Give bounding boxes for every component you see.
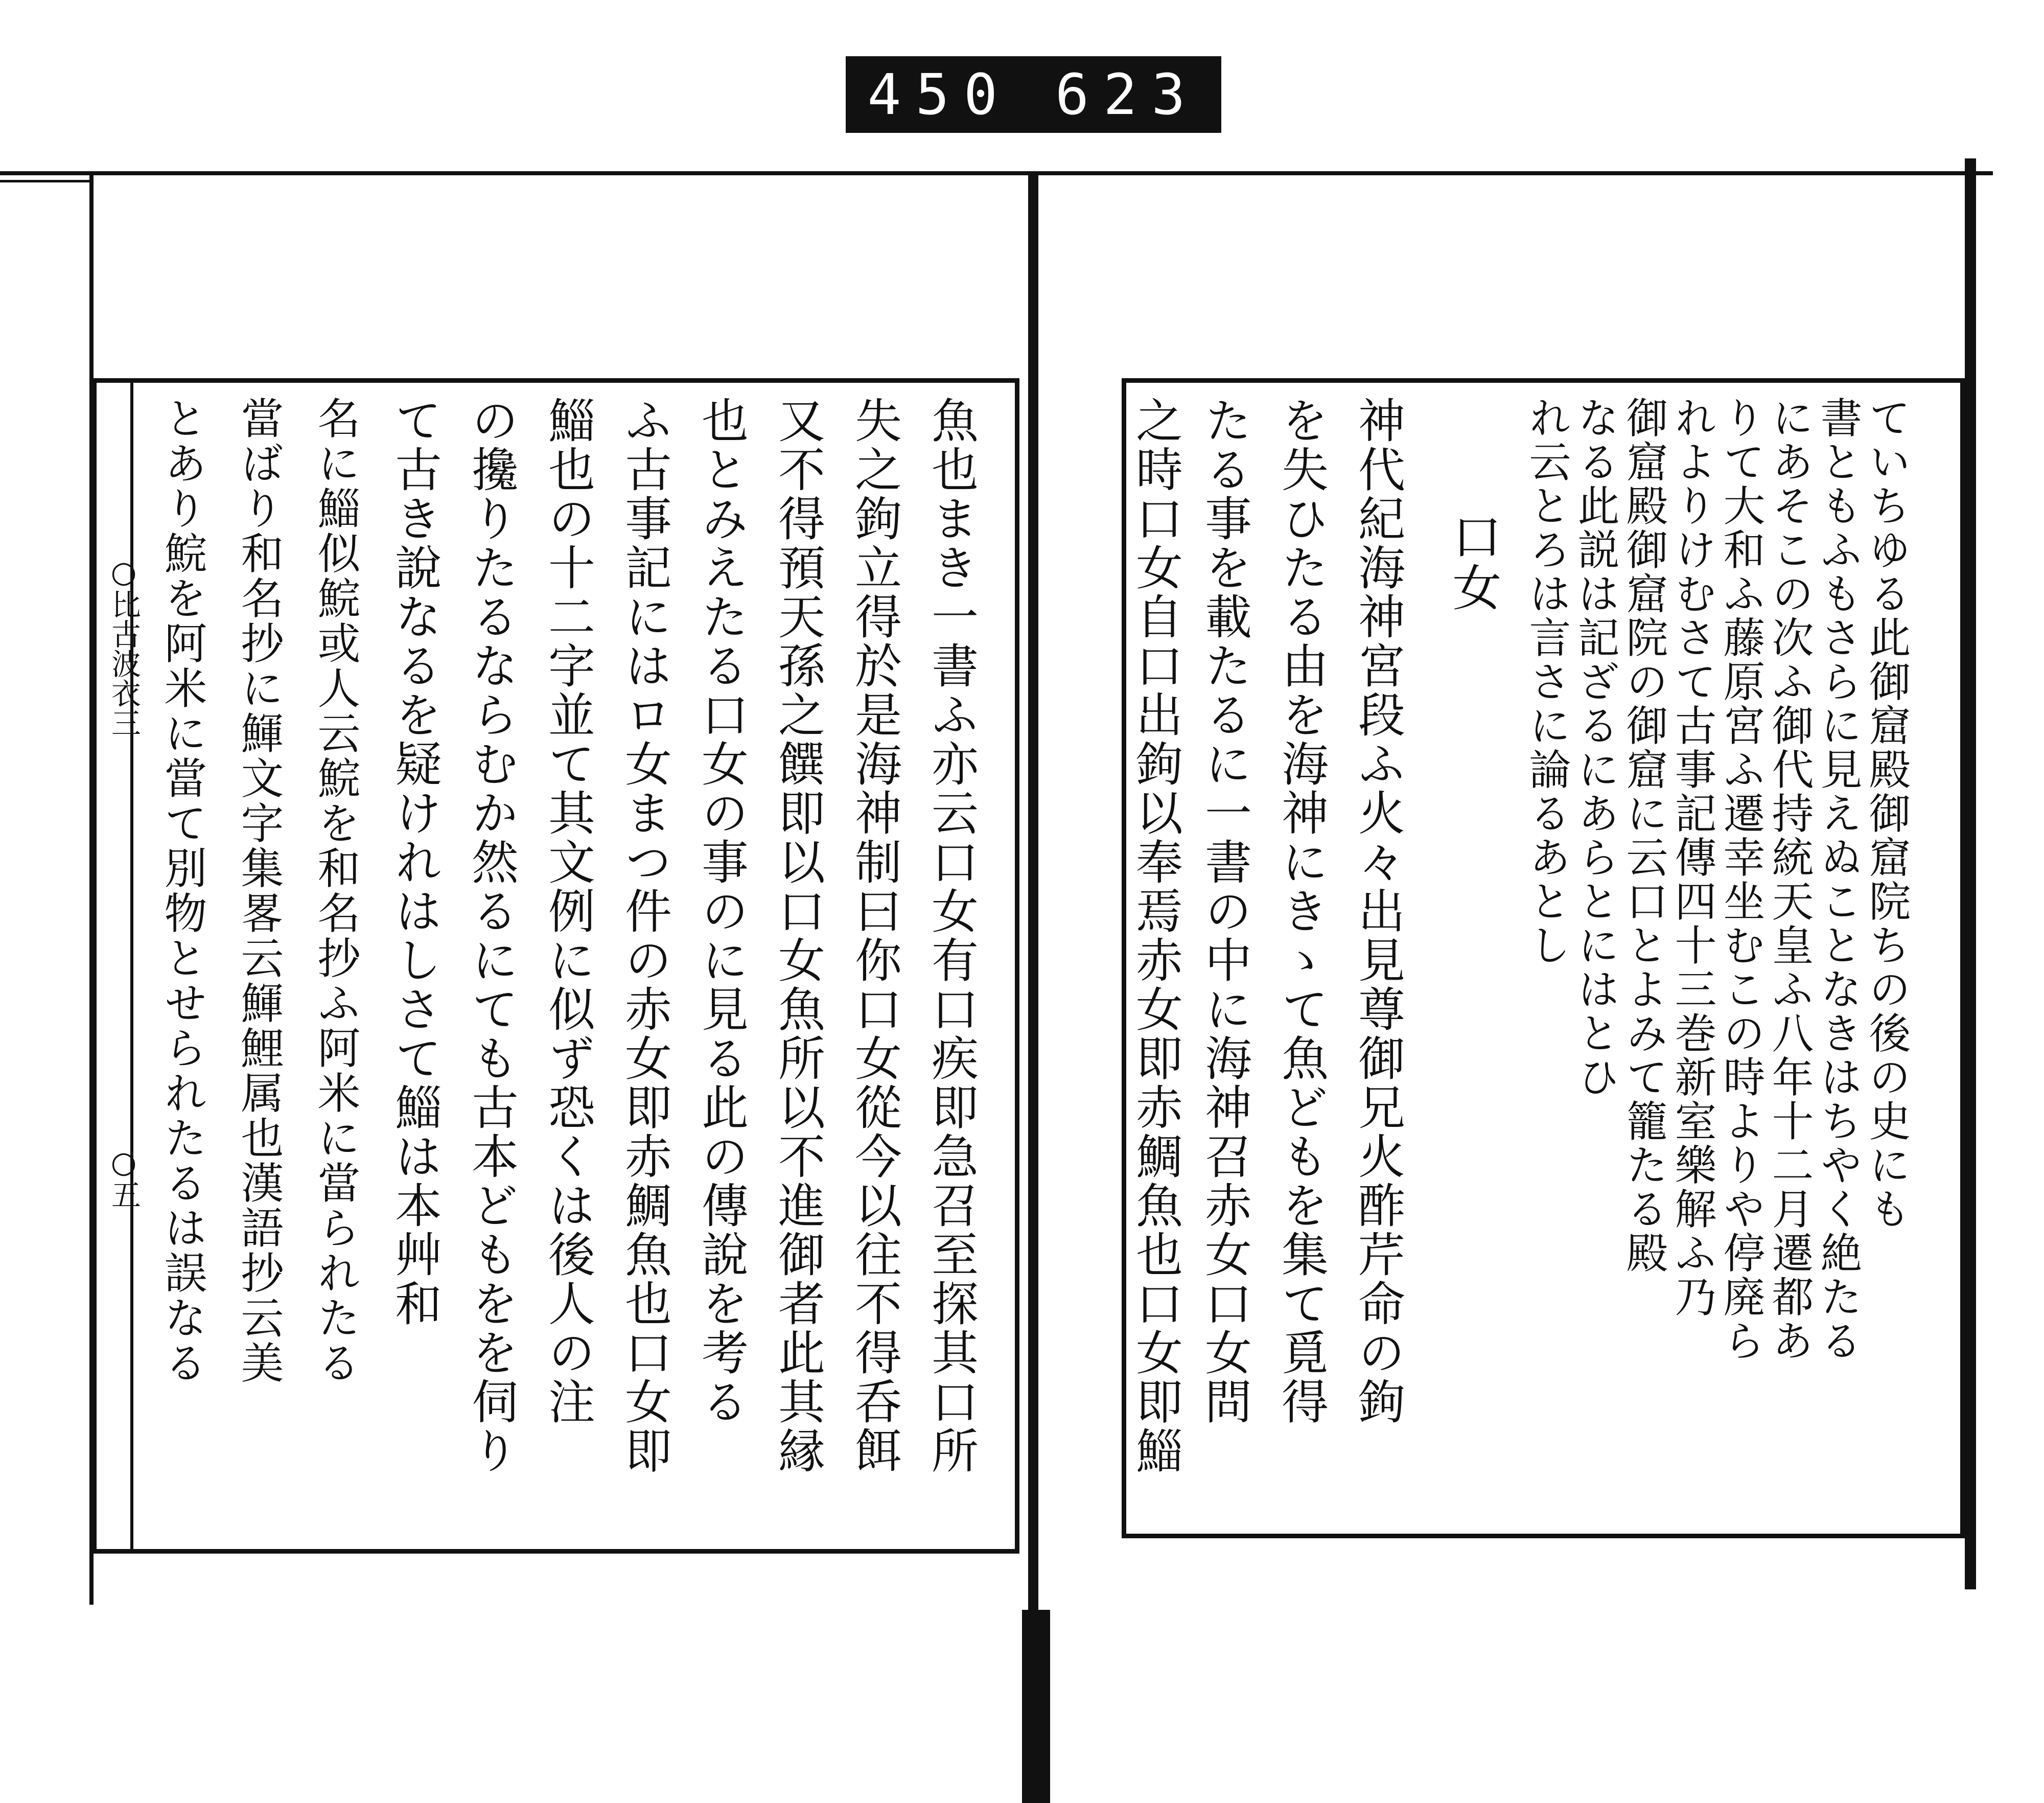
right-edge-line <box>1965 158 1976 1589</box>
left-column: 也とみえたる口女の事のに見る此の傳說を考る <box>694 396 749 1426</box>
center-gutter-line <box>1028 171 1038 1803</box>
frame-number-right: 623 <box>1055 62 1200 127</box>
right-top-extension <box>1122 378 1965 383</box>
right-column: りて大和ふ藤原宮ふ遷幸坐むこの時よりや停廃ら <box>1716 396 1765 1363</box>
right-body-column: 之時口女自口出鉤以奉焉赤女即赤鯛魚也口女即鯔 <box>1128 396 1183 1475</box>
section-heading: 口女 <box>1445 511 1502 613</box>
left-column: ふ古事記にはロ女まつ件の赤女即赤鯛魚也口女即 <box>617 396 672 1475</box>
right-column: 御窟殿御窟院の御窟に云口とよみて籠たる殿 <box>1619 396 1668 1275</box>
right-body-column: を失ひたる由を海神にきゝて魚どもを集て覓得 <box>1274 396 1329 1426</box>
right-column: ていちゆる此御窟殿御窟院ちの後の史にも <box>1862 396 1911 1231</box>
frame-number-left: 450 <box>867 62 1012 127</box>
right-column: にあそこの次ふ御代持統天皇ふ八年十二月遷都あ <box>1765 396 1814 1363</box>
right-body-column: たる事を載たるに一書の中に海神召赤女口女問 <box>1197 396 1252 1426</box>
left-running-title: ○比古波衣三 <box>106 554 141 737</box>
right-body-column: 神代紀海神宮段ふ火々出見尊御兄火酢芹命の鉤 <box>1351 396 1405 1426</box>
bottom-gutter-block <box>1022 1610 1050 1803</box>
left-column: て古き說なるを疑けれはしさて鯔は本艸和 <box>387 396 442 1328</box>
left-page-top-line <box>0 180 92 182</box>
left-column: 名に鯔似鯇或人云鯇を和名抄ふ阿米に當られたる <box>311 396 361 1385</box>
right-column: れ云とろは言さに論るあとし <box>1522 396 1571 967</box>
left-folio: ○五 <box>106 1145 141 1209</box>
right-column: なる此説は記ざるにあらとにはとひ <box>1571 396 1619 1099</box>
left-column: 又不得預天孫之饌即以口女魚所以不進御者此其縁 <box>771 396 825 1475</box>
right-column: 書ともふもさらに見えぬことなきはちやく絶たる <box>1814 396 1862 1363</box>
frame-number-label <box>846 56 1221 133</box>
left-column: 失之鉤立得於是海神制曰你口女從今以往不得呑餌 <box>847 396 902 1475</box>
right-column: れよりけむさて古事記傳四十三巻新室樂解ふ乃 <box>1668 396 1716 1319</box>
top-edge-line <box>0 171 1993 175</box>
left-column: 當ばり和名抄に鯶文字集畧云鯶鯉属也漢語抄云美 <box>234 396 284 1385</box>
left-column: の攙りたるならむか然るにても古本どもをを伺り <box>464 396 519 1475</box>
left-column: とあり鯇を阿米に當て別物とせられたるは誤なる <box>157 396 207 1385</box>
left-column: 魚也まき一書ふ亦云口女有口疾即急召至探其口所 <box>924 396 979 1475</box>
left-column: 鯔也の十二字並て其文例に似ず恐くは後人の注 <box>541 396 595 1426</box>
